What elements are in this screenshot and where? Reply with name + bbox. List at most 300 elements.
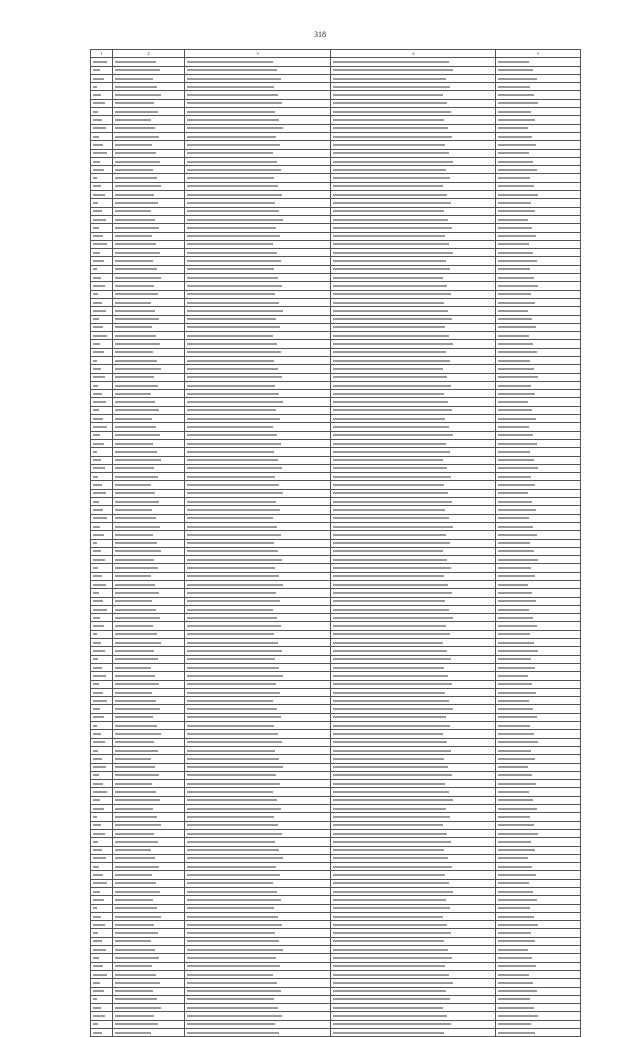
unreadable-text-placeholder [498,642,534,644]
table-cell [496,99,581,107]
table-cell [91,581,113,589]
table-cell [331,705,496,713]
table-cell [113,166,185,174]
table-row [91,381,581,389]
unreadable-text-placeholder [115,144,152,146]
unreadable-text-placeholder [498,998,530,1000]
table-cell [496,672,581,680]
table-cell [496,340,581,348]
unreadable-text-placeholder [498,700,529,702]
unreadable-text-placeholder [498,252,533,254]
table-cell [113,771,185,779]
unreadable-text-placeholder [498,716,537,718]
table-cell [331,954,496,962]
unreadable-text-placeholder [115,78,153,80]
table-cell [331,91,496,99]
unreadable-text-placeholder [93,326,103,328]
table-cell [91,240,113,248]
table-cell [185,1004,331,1012]
unreadable-text-placeholder [333,235,445,237]
unreadable-text-placeholder [115,808,153,810]
table-row [91,448,581,456]
unreadable-text-placeholder [93,293,98,295]
table-cell [331,240,496,248]
unreadable-text-placeholder [498,899,537,901]
table-cell [331,556,496,564]
unreadable-text-placeholder [115,277,161,279]
unreadable-text-placeholder [115,600,152,602]
unreadable-text-placeholder [115,965,152,967]
table-cell [331,66,496,74]
table-cell [185,713,331,721]
table-cell [496,921,581,929]
table-cell [113,713,185,721]
table-cell [331,647,496,655]
unreadable-text-placeholder [498,335,529,337]
unreadable-text-placeholder [187,575,279,577]
table-cell [496,589,581,597]
table-cell [331,74,496,82]
table-cell [113,415,185,423]
unreadable-text-placeholder [333,152,449,154]
table-row [91,166,581,174]
table-cell [185,174,331,182]
table-cell [91,423,113,431]
table-cell [496,423,581,431]
table-cell [185,771,331,779]
table-cell [331,182,496,190]
unreadable-text-placeholder [333,210,444,212]
table-cell [496,738,581,746]
unreadable-text-placeholder [333,932,451,934]
unreadable-text-placeholder [498,990,537,992]
table-cell [496,755,581,763]
unreadable-text-placeholder [498,509,536,511]
unreadable-text-placeholder [498,667,535,669]
unreadable-text-placeholder [187,443,281,445]
table-cell [185,282,331,290]
unreadable-text-placeholder [93,385,98,387]
unreadable-text-placeholder [333,227,452,229]
unreadable-text-placeholder [115,252,160,254]
table-row [91,232,581,240]
unreadable-text-placeholder [93,550,101,552]
table-cell [113,547,185,555]
unreadable-text-placeholder [187,219,283,221]
table-cell [496,323,581,331]
table-cell [91,788,113,796]
unreadable-text-placeholder [115,484,151,486]
table-cell [91,365,113,373]
unreadable-text-placeholder [498,907,530,909]
table-row [91,556,581,564]
unreadable-text-placeholder [498,750,531,752]
table-cell [91,456,113,464]
unreadable-text-placeholder [187,534,281,536]
table-cell [331,108,496,116]
table-cell [331,58,496,66]
unreadable-text-placeholder [115,774,159,776]
unreadable-text-placeholder [93,268,97,270]
table-cell [91,157,113,165]
unreadable-text-placeholder [187,891,277,893]
table-cell [113,962,185,970]
table-cell [91,639,113,647]
unreadable-text-placeholder [498,957,532,959]
table-cell [331,962,496,970]
table-cell [185,199,331,207]
unreadable-text-placeholder [187,343,277,345]
table-row [91,240,581,248]
table-cell [496,763,581,771]
unreadable-text-placeholder [115,61,156,63]
table-cell [91,987,113,995]
unreadable-text-placeholder [93,733,101,735]
unreadable-text-placeholder [93,990,104,992]
table-cell [185,340,331,348]
table-cell [91,854,113,862]
unreadable-text-placeholder [115,916,161,918]
unreadable-text-placeholder [498,94,534,96]
table-cell [91,846,113,854]
unreadable-text-placeholder [115,550,161,552]
table-cell [113,91,185,99]
unreadable-text-placeholder [93,774,99,776]
unreadable-text-placeholder [498,891,533,893]
table-cell [331,738,496,746]
unreadable-text-placeholder [498,924,538,926]
table-cell [331,390,496,398]
unreadable-text-placeholder [498,78,537,80]
unreadable-text-placeholder [333,849,444,851]
table-row [91,921,581,929]
unreadable-text-placeholder [187,584,283,586]
table-cell [496,473,581,481]
unreadable-text-placeholder [498,467,538,469]
table-cell [496,937,581,945]
table-cell [91,937,113,945]
table-cell [113,514,185,522]
table-cell [91,871,113,879]
table-cell [331,249,496,257]
unreadable-text-placeholder [93,360,97,362]
unreadable-text-placeholder [93,102,105,104]
table-row [91,373,581,381]
unreadable-text-placeholder [187,667,279,669]
unreadable-text-placeholder [333,592,452,594]
unreadable-text-placeholder [333,351,446,353]
unreadable-text-placeholder [115,791,156,793]
unreadable-text-placeholder [333,177,450,179]
table-row [91,995,581,1003]
table-cell [496,232,581,240]
table-cell [331,912,496,920]
table-cell [113,780,185,788]
column-header: 4 [331,50,496,58]
unreadable-text-placeholder [115,816,157,818]
unreadable-text-placeholder [93,94,101,96]
table-cell [496,141,581,149]
table-cell [185,423,331,431]
table-cell [91,91,113,99]
table-cell [331,672,496,680]
unreadable-text-placeholder [333,102,447,104]
unreadable-text-placeholder [498,708,533,710]
unreadable-text-placeholder [333,650,447,652]
table-cell [113,373,185,381]
unreadable-text-placeholder [93,866,99,868]
table-cell [113,921,185,929]
column-header: 3 [185,50,331,58]
unreadable-text-placeholder [498,658,531,660]
unreadable-text-placeholder [498,243,529,245]
table-cell [185,912,331,920]
table-cell [331,381,496,389]
unreadable-text-placeholder [333,376,447,378]
unreadable-text-placeholder [93,418,103,420]
unreadable-text-placeholder [333,501,452,503]
table-cell [113,215,185,223]
unreadable-text-placeholder [115,642,161,644]
unreadable-text-placeholder [115,467,154,469]
table-cell [496,307,581,315]
table-cell [331,332,496,340]
unreadable-text-placeholder [498,575,535,577]
table-row [91,539,581,547]
table-cell [331,448,496,456]
unreadable-text-placeholder [115,401,155,403]
unreadable-text-placeholder [333,907,450,909]
table-cell [91,215,113,223]
table-cell [91,265,113,273]
table-cell [496,995,581,1003]
table-cell [496,415,581,423]
table-cell [331,995,496,1003]
table-cell [113,854,185,862]
table-cell [331,398,496,406]
unreadable-text-placeholder [333,774,452,776]
table-cell [185,116,331,124]
unreadable-text-placeholder [93,791,107,793]
unreadable-text-placeholder [187,459,278,461]
unreadable-text-placeholder [93,177,97,179]
unreadable-text-placeholder [187,243,273,245]
unreadable-text-placeholder [187,625,281,627]
table-cell [185,879,331,887]
unreadable-text-placeholder [498,459,534,461]
unreadable-text-placeholder [115,111,158,113]
table-cell [113,829,185,837]
table-row [91,83,581,91]
unreadable-text-placeholder [115,824,161,826]
table-cell [91,746,113,754]
unreadable-text-placeholder [498,169,537,171]
unreadable-text-placeholder [498,791,529,793]
unreadable-text-placeholder [498,268,530,270]
unreadable-text-placeholder [333,990,446,992]
table-cell [496,265,581,273]
unreadable-text-placeholder [93,899,104,901]
table-row [91,124,581,132]
table-cell [185,91,331,99]
unreadable-text-placeholder [93,750,98,752]
unreadable-text-placeholder [115,708,160,710]
unreadable-text-placeholder [333,916,443,918]
table-cell [113,821,185,829]
unreadable-text-placeholder [115,385,158,387]
unreadable-text-placeholder [93,567,98,569]
column-header: 5 [496,50,581,58]
unreadable-text-placeholder [333,302,444,304]
table-cell [113,74,185,82]
table-cell [496,282,581,290]
table-cell [185,240,331,248]
unreadable-text-placeholder [115,932,158,934]
unreadable-text-placeholder [115,409,159,411]
table-cell [185,680,331,688]
unreadable-text-placeholder [115,94,161,96]
table-row [91,265,581,273]
unreadable-text-placeholder [498,102,538,104]
table-cell [185,622,331,630]
unreadable-text-placeholder [333,202,451,204]
table-cell [496,663,581,671]
table-row [91,298,581,306]
unreadable-text-placeholder [93,816,97,818]
unreadable-text-placeholder [187,492,283,494]
table-cell [496,614,581,622]
table-row [91,647,581,655]
table-cell [185,315,331,323]
table-cell [496,946,581,954]
table-cell [113,912,185,920]
table-cell [496,912,581,920]
table-cell [496,464,581,472]
unreadable-text-placeholder [498,625,537,627]
unreadable-text-placeholder [187,268,274,270]
unreadable-text-placeholder [115,69,160,71]
unreadable-text-placeholder [187,285,282,287]
unreadable-text-placeholder [498,285,538,287]
table-cell [113,456,185,464]
table-cell [91,863,113,871]
unreadable-text-placeholder [93,675,106,677]
unreadable-text-placeholder [333,1015,447,1017]
unreadable-text-placeholder [333,808,446,810]
unreadable-text-placeholder [498,816,530,818]
unreadable-text-placeholder [187,650,282,652]
unreadable-text-placeholder [115,957,159,959]
table-cell [185,124,331,132]
table-cell [496,821,581,829]
unreadable-text-placeholder [498,210,535,212]
unreadable-text-placeholder [115,667,151,669]
unreadable-text-placeholder [498,916,534,918]
table-cell [91,464,113,472]
unreadable-text-placeholder [333,949,448,951]
unreadable-text-placeholder [187,683,276,685]
table-row [91,506,581,514]
unreadable-text-placeholder [333,1032,444,1034]
unreadable-text-placeholder [333,924,447,926]
table-cell [331,805,496,813]
unreadable-text-placeholder [498,368,534,370]
table-row [91,498,581,506]
table-row [91,912,581,920]
table-cell [91,912,113,920]
table-cell [496,871,581,879]
table-cell [331,506,496,514]
unreadable-text-placeholder [187,949,283,951]
unreadable-text-placeholder [333,277,443,279]
table-row [91,962,581,970]
unreadable-text-placeholder [187,326,280,328]
unreadable-text-placeholder [498,69,533,71]
unreadable-text-placeholder [333,600,445,602]
table-row [91,191,581,199]
table-cell [91,929,113,937]
table-cell [185,763,331,771]
unreadable-text-placeholder [187,293,275,295]
unreadable-text-placeholder [498,401,528,403]
unreadable-text-placeholder [115,857,155,859]
table-cell [185,99,331,107]
unreadable-text-placeholder [93,227,99,229]
table-cell [185,365,331,373]
unreadable-text-placeholder [498,260,537,262]
table-cell [331,937,496,945]
unreadable-text-placeholder [93,152,107,154]
unreadable-text-placeholder [333,418,445,420]
unreadable-text-placeholder [115,907,157,909]
unreadable-text-placeholder [333,318,452,320]
unreadable-text-placeholder [187,385,275,387]
table-cell [331,124,496,132]
table-cell [496,813,581,821]
table-cell [185,904,331,912]
table-cell [331,307,496,315]
unreadable-text-placeholder [498,982,533,984]
table-cell [185,207,331,215]
table-cell [331,921,496,929]
table-row [91,622,581,630]
table-cell [91,879,113,887]
unreadable-text-placeholder [187,708,277,710]
table-cell [496,805,581,813]
unreadable-text-placeholder [333,824,443,826]
unreadable-text-placeholder [115,783,152,785]
table-cell [331,896,496,904]
unreadable-text-placeholder [187,185,278,187]
table-cell [113,697,185,705]
table-cell [331,157,496,165]
table-row [91,282,581,290]
unreadable-text-placeholder [93,725,97,727]
unreadable-text-placeholder [115,318,159,320]
unreadable-text-placeholder [333,484,444,486]
unreadable-text-placeholder [115,335,156,337]
unreadable-text-placeholder [333,434,453,436]
table-cell [331,531,496,539]
unreadable-text-placeholder [115,940,151,942]
table-cell [331,174,496,182]
table-cell [496,398,581,406]
table-row [91,348,581,356]
table-cell [91,904,113,912]
unreadable-text-placeholder [93,285,105,287]
table-cell [113,929,185,937]
unreadable-text-placeholder [187,774,276,776]
